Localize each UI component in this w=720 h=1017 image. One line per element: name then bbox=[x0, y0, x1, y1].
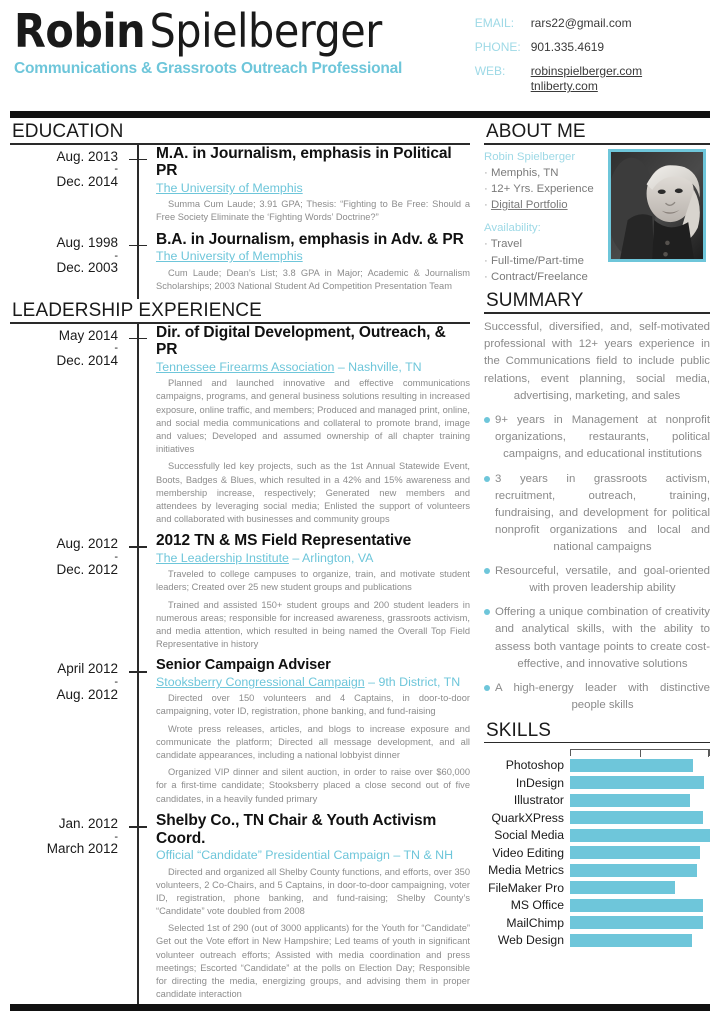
leadership-body bbox=[150, 532, 470, 657]
about-item: · Memphis, TN bbox=[484, 165, 602, 181]
skill-bar-track bbox=[570, 881, 710, 894]
skill-row bbox=[484, 774, 710, 792]
skill-row bbox=[484, 809, 710, 827]
leadership-title: LEADERSHIP EXPERIENCE bbox=[12, 299, 262, 321]
leadership-entry bbox=[10, 657, 470, 811]
skill-bar bbox=[570, 776, 704, 789]
bullet-item: · Organized VIP dinner and silent auction, in order to raise over $60,000 for a first-time candidate; Stooksberry placed a close second out of five candidates, in a heavily funded primary bbox=[156, 766, 470, 806]
portfolio-link-text: Digital Portfolio bbox=[490, 199, 568, 212]
leadership-section bbox=[10, 301, 470, 1007]
right-column bbox=[478, 122, 710, 1007]
education-dates bbox=[10, 231, 126, 299]
skill-row bbox=[484, 791, 710, 809]
contact-block bbox=[475, 10, 706, 103]
skill-bar-track bbox=[570, 776, 710, 789]
summary-bullet-text: 9+ years in Management at nonprofit organizations, restaurants, political campaigns, and educational institutions bbox=[495, 414, 710, 461]
school-name-text: The University of Memphis bbox=[156, 249, 303, 264]
timeline-spine bbox=[126, 324, 150, 533]
bullet-dot-icon bbox=[484, 609, 490, 615]
skills-rule bbox=[484, 742, 710, 744]
skill-bar bbox=[570, 794, 690, 807]
bullet-item: · Wrote press releases, articles, and blogs to increase exposure and communicate the platform; Directed all message development, and all candidate appearances, including a national lobbyist dinner bbox=[156, 723, 470, 763]
skill-bar bbox=[570, 934, 692, 947]
header-name-block bbox=[14, 4, 475, 103]
org-name: The Leadership Institute bbox=[156, 551, 289, 566]
skill-label: Media Metrics bbox=[488, 863, 564, 878]
job-title: Shelby Co., TN Chair & Youth Activism Coord. bbox=[156, 811, 437, 847]
date-dash: - bbox=[114, 249, 118, 262]
degree-title: M.A. in Journalism, emphasis in Political PR bbox=[156, 144, 452, 180]
org-name: Tennessee Firearms Association bbox=[156, 360, 335, 375]
leadership-body bbox=[150, 324, 470, 533]
education-bullets bbox=[156, 267, 470, 293]
web-link-1[interactable]: robinspielberger.com bbox=[530, 64, 643, 78]
education-entry bbox=[10, 145, 470, 231]
about-item-portfolio-link[interactable] bbox=[484, 197, 602, 213]
school-name-text: The University of Memphis bbox=[156, 181, 303, 196]
bullet-item: · Planned and launched innovative and effective communications campaigns, programs, and general business solutions resulting in increased exposure, online traffic, and members; Produced and managed print, online, and social media communications and collateral to promote brand, image and values; Developed and assumed ownership of all chapter training initiatives bbox=[156, 377, 470, 456]
skill-bar bbox=[570, 846, 700, 859]
timeline-spine bbox=[126, 812, 150, 1008]
school-name bbox=[156, 248, 470, 264]
timeline-line bbox=[137, 812, 139, 1008]
bullet-item: · Traveled to college campuses to organize, train, and motivate student leaders; Created over 25 new student groups and publications bbox=[156, 568, 470, 594]
organization bbox=[156, 847, 470, 863]
skill-bar-track bbox=[570, 846, 710, 859]
date-end: Dec. 2003 bbox=[56, 260, 118, 276]
availability-item: · Full-time/Part-time bbox=[484, 253, 602, 269]
education-detail: · Cum Laude; Dean’s List; 3.8 GPA in Major; Academic & Journalism Scholarships; 2003 National Student Ad Competition Presentation Team bbox=[156, 267, 470, 293]
skill-label: Illustrator bbox=[513, 793, 564, 808]
summary-bullet-text: 3 years in grassroots activism, recruitment, outreach, training, fundraising, and development for political nonprofit organizations and local and national campaigns bbox=[495, 472, 710, 553]
leadership-entry bbox=[10, 812, 470, 1008]
school-name bbox=[156, 180, 470, 196]
job-title: Senior Campaign Adviser bbox=[156, 657, 331, 674]
education-title: EDUCATION bbox=[12, 121, 124, 142]
date-dash: - bbox=[114, 342, 118, 355]
plus-icon bbox=[129, 330, 147, 348]
contact-row-email bbox=[475, 16, 706, 31]
about-person-name: Robin Spielberger bbox=[484, 150, 576, 163]
first-name: Robin bbox=[14, 4, 146, 58]
date-start: Aug. 2013 bbox=[56, 148, 118, 164]
leadership-bullets bbox=[156, 377, 470, 526]
skill-bar-track bbox=[570, 811, 710, 824]
education-bullets bbox=[156, 198, 470, 224]
bullet-item: · Selected 1st of 290 (out of 3000 applicants) for the Youth for “Candidate” Get out the Vote effort in New Hampshire; Led teams of youth in significant volunteer outreach efforts; Assisted with media coordination and press meetings; Escorted “Candidate” at the polls on Election Day; Responsible for directing the media, energizing groups, and advising them in proper candidate interaction bbox=[156, 922, 470, 1001]
bullet-item: · Successfully led key projects, such as the 1st Annual Statewide Event, Boots, Badges & Blues, which resulted in a 42% and 15% awareness and membership increase, respectively; Generated new members and attendees by leveraging social media; Enlisted the support of volunteers and collaborated with businesses and community groups bbox=[156, 460, 470, 526]
bullet-dot-icon bbox=[484, 568, 490, 574]
summary-bullet bbox=[484, 412, 710, 463]
timeline-line bbox=[137, 324, 139, 533]
date-dash: - bbox=[114, 830, 118, 843]
skill-label: Social Media bbox=[494, 828, 564, 843]
web-link-2[interactable]: tnliberty.com bbox=[530, 79, 598, 93]
summary-bullet-text: Offering a unique combination of creativity and analytical skills, with the ability to assess both vantage points to create cost-effective, and innovative solutions bbox=[495, 606, 710, 670]
org-location: – Arlington, VA bbox=[288, 551, 374, 566]
availability-item: · Contract/Freelance bbox=[484, 269, 602, 285]
skills-bar-chart bbox=[484, 749, 710, 949]
summary-bullet-text: A high-energy leader with distinctive people skills bbox=[495, 681, 710, 711]
skill-bar bbox=[570, 899, 703, 912]
email-label: EMAIL: bbox=[474, 16, 515, 30]
bullet-item: · Directed over 150 volunteers and 4 Captains, in door-to-door campaigning, voter ID, registration, phone banking, and fund-raising bbox=[156, 692, 470, 718]
org-name: Stooksberry Congressional Campaign bbox=[156, 675, 365, 690]
date-start: May 2014 bbox=[58, 327, 118, 343]
organization bbox=[156, 550, 470, 566]
summary-title: SUMMARY bbox=[486, 290, 584, 312]
about-list bbox=[484, 149, 602, 286]
timeline-spine bbox=[126, 231, 150, 299]
organization bbox=[156, 359, 470, 375]
avatar bbox=[608, 149, 706, 262]
about-section bbox=[484, 122, 710, 285]
summary-bullet bbox=[484, 680, 710, 714]
skill-bar-track bbox=[570, 829, 710, 842]
organization bbox=[156, 674, 470, 690]
leadership-entry bbox=[10, 532, 470, 657]
timeline-spine bbox=[126, 145, 150, 231]
bullet-item: · Trained and assisted 150+ student groups and 200 student leaders in numerous areas; responsible for increased awareness, grassroots activism, and media attention, which resulted in being named the Overall Top Field Representative in history bbox=[156, 599, 470, 652]
bullet-dot-icon bbox=[484, 417, 490, 423]
job-title: 2012 TN & MS Field Representative bbox=[156, 532, 412, 550]
skill-label: MS Office bbox=[510, 898, 564, 913]
skill-row bbox=[484, 756, 710, 774]
about-rule bbox=[484, 143, 710, 145]
skill-row bbox=[484, 896, 710, 914]
skill-bar bbox=[570, 829, 710, 842]
skill-label: QuarkXPress bbox=[491, 810, 564, 825]
skill-row bbox=[484, 826, 710, 844]
date-dash: - bbox=[114, 676, 118, 689]
bullet-dot-icon bbox=[484, 476, 490, 482]
contact-row-web bbox=[475, 64, 706, 94]
skill-bar bbox=[570, 811, 703, 824]
leadership-body bbox=[150, 657, 470, 811]
phone-label: PHONE: bbox=[474, 40, 521, 54]
left-column bbox=[10, 122, 478, 1007]
timeline-spine bbox=[126, 532, 150, 657]
leadership-entry bbox=[10, 324, 470, 533]
header bbox=[0, 0, 720, 103]
summary-bullet bbox=[484, 563, 710, 597]
org-name: Official “Candidate” Presidential Campaign – TN & NH bbox=[156, 848, 454, 863]
chart-axis bbox=[570, 749, 710, 756]
skill-label: Video Editing bbox=[492, 845, 564, 860]
job-title: Dir. of Digital Development, Outreach, & PR bbox=[156, 323, 446, 359]
date-dash: - bbox=[114, 163, 118, 176]
summary-bullet bbox=[484, 604, 710, 672]
full-name bbox=[14, 4, 475, 58]
skill-row bbox=[484, 914, 710, 932]
axis-tick bbox=[708, 750, 709, 757]
summary-intro: Successful, diversified, and, self-motivated professional with 12+ years experience in the Communications field to include public relations, event planning, social media, advertising, marketing, and sales bbox=[484, 320, 710, 402]
date-end: Aug. 2012 bbox=[56, 687, 118, 703]
skill-row bbox=[484, 844, 710, 862]
skill-bar-track bbox=[570, 794, 710, 807]
summary-section bbox=[484, 291, 710, 714]
leadership-bullets bbox=[156, 692, 470, 806]
org-location: – 9th District, TN bbox=[364, 675, 461, 690]
plus-icon bbox=[129, 151, 147, 169]
header-divider bbox=[10, 111, 710, 118]
date-start: April 2012 bbox=[57, 661, 118, 677]
org-location: – Nashville, TN bbox=[334, 360, 422, 375]
skill-label: Web Design bbox=[497, 933, 564, 948]
leadership-dates bbox=[10, 532, 126, 657]
leadership-bullets bbox=[156, 568, 470, 651]
bullet-item: · Directed and organized all Shelby County functions, and efforts, over 350 volunteers, 2 Co-Chairs, and 5 Captains, in door-to-door campaigning, voter ID, registration, phone banking, and fund-raising; Shelby County’s “Candidate” vote doubled from 2008 bbox=[156, 866, 470, 919]
body-columns bbox=[0, 118, 720, 1007]
education-body bbox=[150, 145, 470, 231]
leadership-body bbox=[150, 812, 470, 1008]
date-start: Aug. 1998 bbox=[56, 234, 118, 250]
summary-bullet-text: Resourceful, versatile, and goal-oriented with proven leadership ability bbox=[495, 565, 710, 595]
contact-row-phone bbox=[475, 40, 706, 55]
leadership-dates bbox=[10, 812, 126, 1008]
date-dash: - bbox=[114, 551, 118, 564]
about-item: · 12+ Yrs. Experience bbox=[484, 181, 602, 197]
footer-divider bbox=[10, 1004, 710, 1011]
axis-tick bbox=[640, 750, 641, 757]
education-dates bbox=[10, 145, 126, 231]
email-value[interactable]: rars22@gmail.com bbox=[530, 16, 632, 30]
date-start: Jan. 2012 bbox=[58, 815, 118, 831]
web-label: WEB: bbox=[474, 64, 506, 78]
education-section bbox=[10, 122, 470, 299]
skill-bar-track bbox=[570, 759, 710, 772]
skill-bar-track bbox=[570, 916, 710, 929]
skill-label: FileMaker Pro bbox=[488, 880, 564, 895]
degree-title: B.A. in Journalism, emphasis in Adv. & PR bbox=[156, 230, 464, 248]
skill-label: InDesign bbox=[515, 775, 564, 790]
skills-title: SKILLS bbox=[486, 719, 552, 741]
timeline-spine bbox=[126, 657, 150, 811]
phone-value: 901.335.4619 bbox=[530, 40, 605, 54]
skill-rows bbox=[484, 756, 710, 949]
skill-bar-track bbox=[570, 934, 710, 947]
availability-item: · Travel bbox=[484, 236, 602, 252]
plus-icon bbox=[129, 818, 147, 836]
plus-icon bbox=[129, 237, 147, 255]
education-body bbox=[150, 231, 470, 299]
skill-row bbox=[484, 879, 710, 897]
plus-icon bbox=[129, 663, 147, 681]
date-start: Aug. 2012 bbox=[56, 536, 118, 552]
skill-row bbox=[484, 931, 710, 949]
summary-rule bbox=[484, 312, 710, 314]
skill-row bbox=[484, 861, 710, 879]
availability-label: Availability: bbox=[484, 222, 541, 235]
plus-icon bbox=[129, 538, 147, 556]
date-end: Dec. 2014 bbox=[56, 174, 118, 190]
skill-bar bbox=[570, 864, 697, 877]
tagline: Communications & Grassroots Outreach Professional bbox=[14, 59, 403, 77]
skills-section bbox=[484, 721, 710, 949]
date-end: Dec. 2012 bbox=[56, 561, 118, 577]
bullet-dot-icon bbox=[484, 685, 490, 691]
skill-bar-track bbox=[570, 864, 710, 877]
leadership-dates bbox=[10, 657, 126, 811]
education-entry bbox=[10, 231, 470, 299]
leadership-dates bbox=[10, 324, 126, 533]
about-content bbox=[484, 149, 710, 286]
skill-bar-track bbox=[570, 899, 710, 912]
skill-bar bbox=[570, 759, 693, 772]
web-values bbox=[531, 64, 642, 94]
education-detail: · Summa Cum Laude; 3.91 GPA; Thesis: “Fighting to Be Free: Should a Free Society Eliminate the ‘Fighting Words’ Doctrine?” bbox=[156, 198, 470, 224]
skill-bar bbox=[570, 881, 675, 894]
leadership-bullets bbox=[156, 866, 470, 1002]
last-name: Spielberger bbox=[149, 4, 382, 58]
date-end: Dec. 2014 bbox=[56, 353, 118, 369]
date-end: March 2012 bbox=[46, 841, 118, 857]
skill-bar bbox=[570, 916, 703, 929]
skill-label: MailChimp bbox=[506, 915, 564, 930]
skill-label: Photoshop bbox=[505, 758, 564, 773]
summary-bullet bbox=[484, 471, 710, 557]
about-title: ABOUT ME bbox=[486, 121, 586, 142]
